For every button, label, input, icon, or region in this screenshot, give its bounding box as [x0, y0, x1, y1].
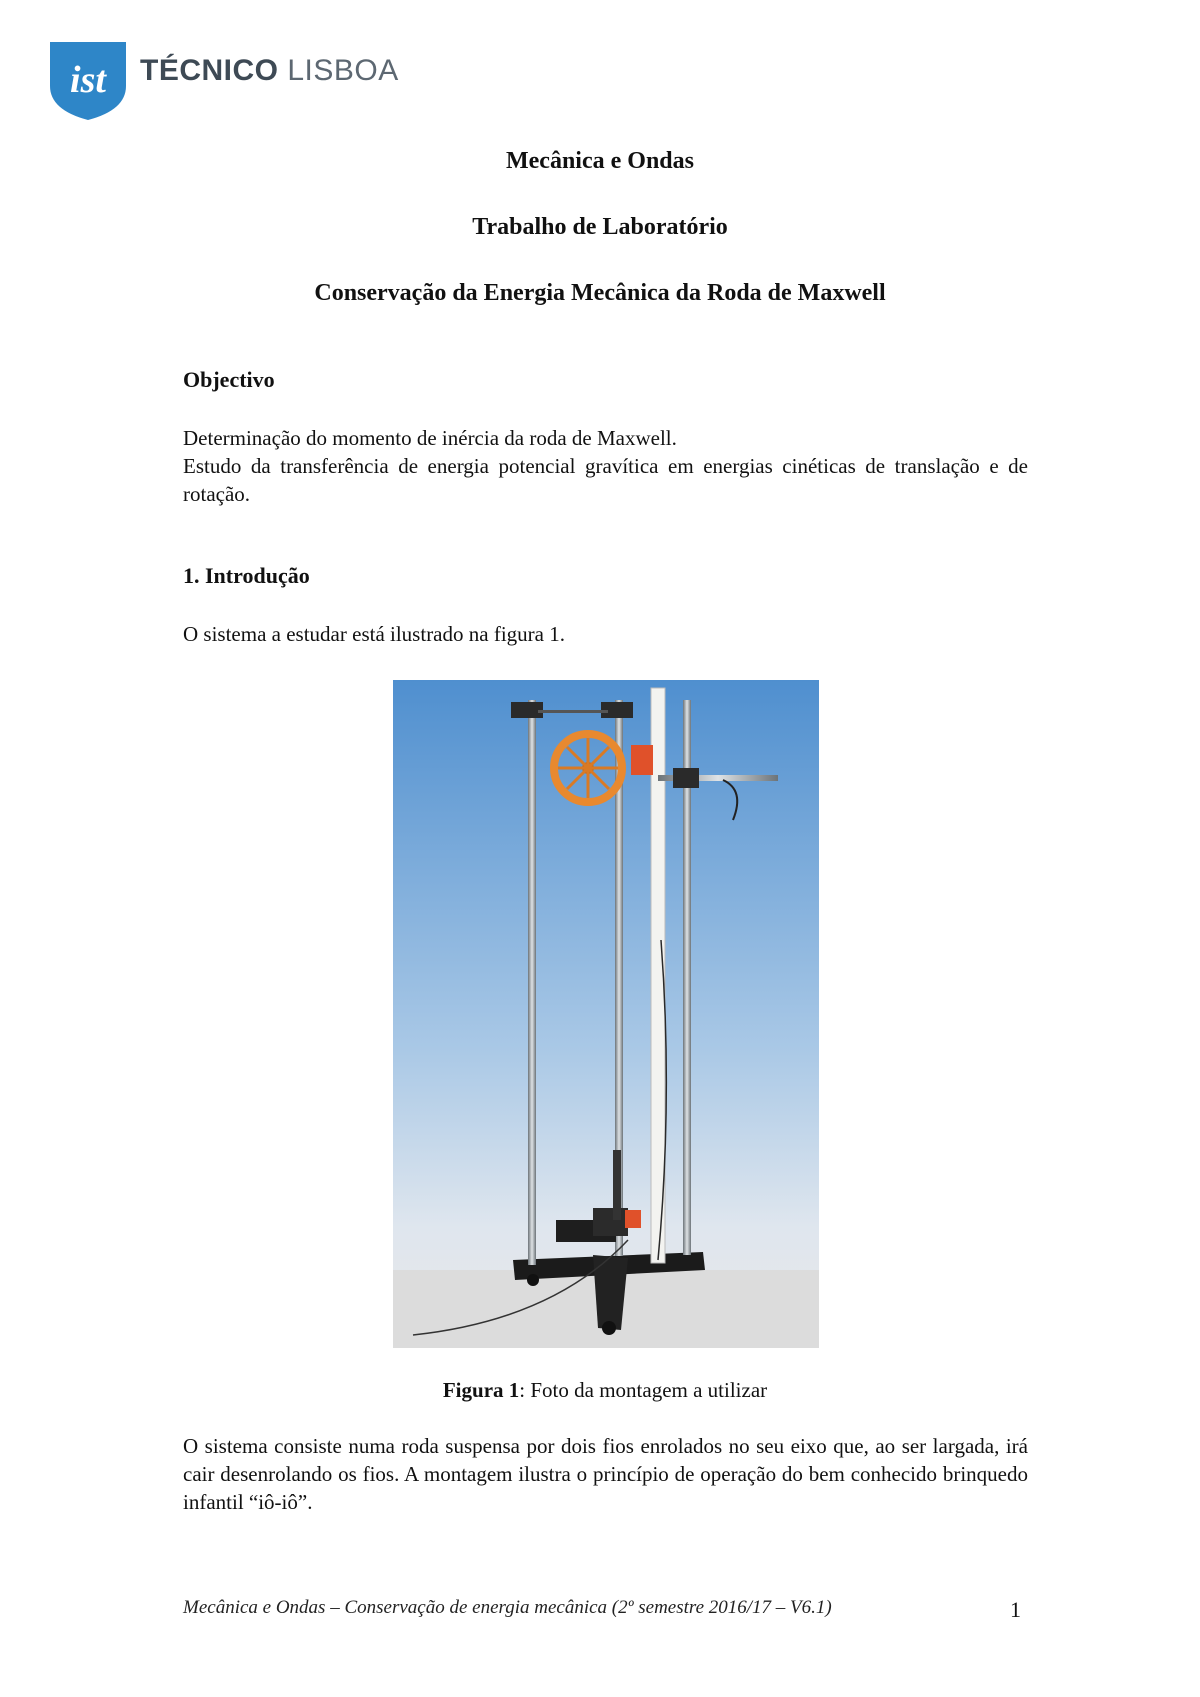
maxwell-wheel-apparatus-image [393, 680, 819, 1348]
intro-paragraph-1: O sistema a estudar está ilustrado na figura 1. [183, 622, 565, 646]
logo-word-light: LISBOA [287, 54, 399, 87]
page-footer: Mecânica e Ondas – Conservação de energia mecânica (2º semestre 2016/17 – V6.1) [183, 1597, 832, 1618]
objective-heading: Objectivo [183, 367, 275, 392]
document-type-title: Trabalho de Laboratório [472, 214, 728, 240]
objective-line-2: Estudo da transferência de energia potencial gravítica em energias cinéticas de translação e de rotação. [183, 454, 1028, 506]
intro-paragraph-2: O sistema consiste numa roda suspensa por dois fios enrolados no seu eixo que, ao ser largada, irá cair desenrolando os fios. A montagem ilustra o princípio de operação do bem conhecido brinquedo infantil “iô-iô”. [183, 1434, 1028, 1514]
objective-line-1: Determinação do momento de inércia da roda de Maxwell. [183, 426, 677, 450]
page-number: 1 [1010, 1597, 1021, 1622]
intro-heading: 1. Introdução [183, 563, 310, 588]
logo-wordmark [140, 54, 399, 88]
shield-logo-icon [48, 40, 128, 122]
institution-logo [48, 40, 408, 122]
topic-title: Conservação da Energia Mecânica da Roda de Maxwell [314, 280, 886, 306]
logo-word-bold: TÉCNICO [140, 54, 279, 87]
apparatus-photo [393, 680, 819, 1348]
course-title: Mecânica e Ondas [506, 148, 694, 174]
figure-caption [0, 1378, 1200, 1403]
figure-caption-text: : Foto da montagem a utilizar [519, 1378, 768, 1402]
figure-caption-label: Figura 1 [442, 1378, 520, 1402]
svg-text:ist: ist [70, 59, 106, 101]
